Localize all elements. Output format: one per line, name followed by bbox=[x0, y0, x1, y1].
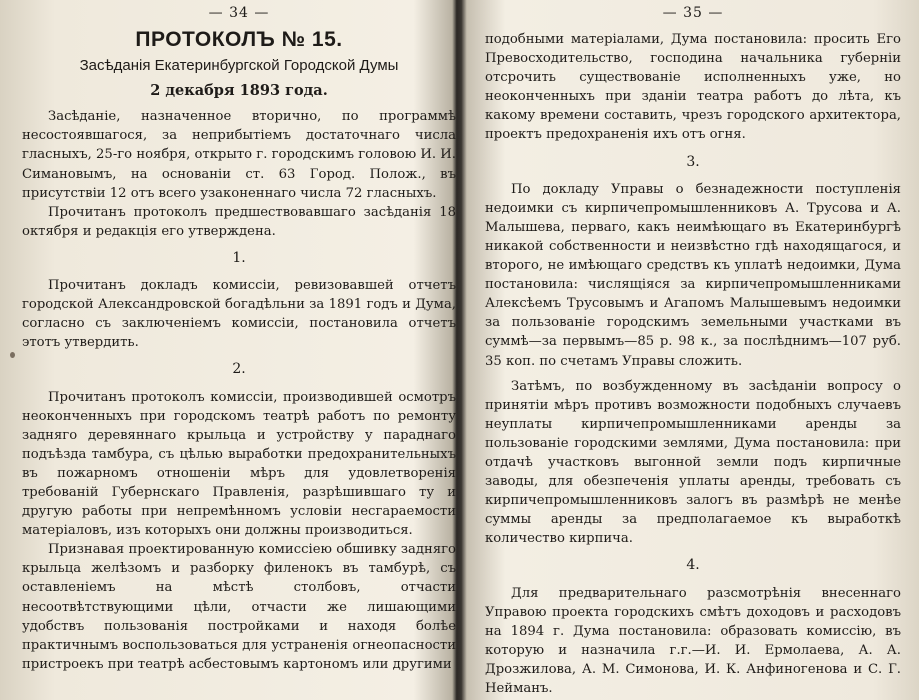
paragraph: Прочитанъ протоколъ комиссіи, производившей осмотръ неоконченныхъ при городскомъ театрѣ работъ по ремонту задняго деревяннаго крыльца и устройству у параднаго подъѣзда тамбура, съ цѣлью выработки предохранительныхъ въ пожарномъ отношеніи мѣръ для удовлетворенія требованій Губернскаго Правленія, разрѣшившаго ту и другую работы при непремѣнномъ условіи несгараемости матеріаловъ, изъ которыхъ они должны производиться. bbox=[22, 389, 456, 539]
paragraph: Затѣмъ, по возбужденному въ засѣданіи вопросу о принятіи мѣръ противъ возможности подобныхъ случаевъ неуплаты кирпичепромышленниками аренды за пользованіе городскими землями, Дума постановила: при отдачѣ участковъ выгонной земли подъ кирпичные заводы, для обезпеченія уплаты аренды, требовать съ кирпичепромышленниковъ залогъ въ размѣрѣ не менѣе суммы аренды за предполагаемое къ выработкѣ количество кирпича. bbox=[485, 378, 901, 547]
paragraph: Прочитанъ докладъ комиссіи, ревизовавшей отчетъ городской Александровской богадѣльни за 1891 годъ и Дума, согласно съ заключеніемъ комиссіи, постановила отчетъ этотъ утвердить. bbox=[22, 278, 456, 351]
page-number-35: — 35 — bbox=[662, 5, 724, 21]
session-subtitle: Засѣданія Екатеринбургской Городской Думы bbox=[79, 57, 399, 75]
protocol-title: ПРОТОКОЛЪ № 15. bbox=[135, 28, 343, 51]
ink-spot bbox=[10, 352, 15, 358]
right-page bbox=[463, 0, 919, 700]
paragraph: Признавая проектированную комиссіею обшивку задняго крыльца желѣзомъ и разборку филенокъ въ тамбурѣ, съ оставленіемъ на мѣстѣ столбовъ, отчасти несоотвѣтствующими цѣли, отчасти же лишающими удобствъ пользованія постройками и находя болѣе практичнымъ воспользоваться для устраненія огнеопасности пристроекъ при театрѣ асбестовымъ картономъ или другими bbox=[22, 542, 456, 672]
paragraph: Для предварительнаго разсмотрѣнія внесеннаго Управою проекта городскихъ смѣтъ доходовъ и расходовъ на 1894 г. Дума постановила: образовать комиссію, въ которую и назначила г.г.—И. И. Ермолаева, А. А. Дрозжилова, А. М. Симонова, И. К. Анфиногенова и С. Г. Нейманъ. bbox=[485, 585, 901, 696]
section-number: 1. bbox=[232, 249, 246, 266]
paragraph: Засѣданіе, назначенное вторично, по программѣ несостоявшагося, за неприбытіемъ достаточнаго числа гласныхъ, 25-го ноября, открыто г. городскимъ головою И. И. Симановымъ, на основаніи ст. 63 Город. Полож., въ присутствіи 12 отъ всего узаконеннаго числа 72 гласныхъ. bbox=[22, 109, 456, 201]
section-number: 4. bbox=[686, 557, 700, 574]
paragraph: Прочитанъ протоколъ предшествовавшаго засѣданія 18 октября и редакція его утверждена. bbox=[22, 204, 456, 239]
session-date: 2 декабря 1893 года. bbox=[150, 82, 328, 100]
section-number: 2. bbox=[232, 361, 246, 378]
section-number: 3. bbox=[686, 153, 700, 170]
page-number-34: — 34 — bbox=[208, 5, 270, 21]
paragraph: подобными матеріалами, Дума постановила: просить Его Превосходительство, господина начальника губерніи отсрочить существованіе исполненныхъ уже, но неоконченныхъ при зданіи театра работъ до лѣта, къ какому времени составить, чрезъ городского архитектора, проектъ предохраненія ихъ отъ огня. bbox=[485, 32, 901, 143]
paragraph: По докладу Управы о безнадежности поступленія недоимки съ кирпичепромышленниковъ А. Трусова и А. Малышева, перваго, какъ неимѣющаго въ Екатеринбургѣ никакой собственности и неизвѣстно гдѣ находящагося, и второго, не имѣющаго средствъ къ уплатѣ недоимки, Дума постановила: числящіяся за кирпичепромышленниками Алексѣемъ Трусовымъ и Агапомъ Малышевымъ недоимки за пользованіе городскимъ земельными участками въ суммѣ—за первымъ—85 р. 98 к., за послѣднимъ—107 руб. 35 коп. по счетамъ Управы сложить. bbox=[485, 181, 901, 369]
